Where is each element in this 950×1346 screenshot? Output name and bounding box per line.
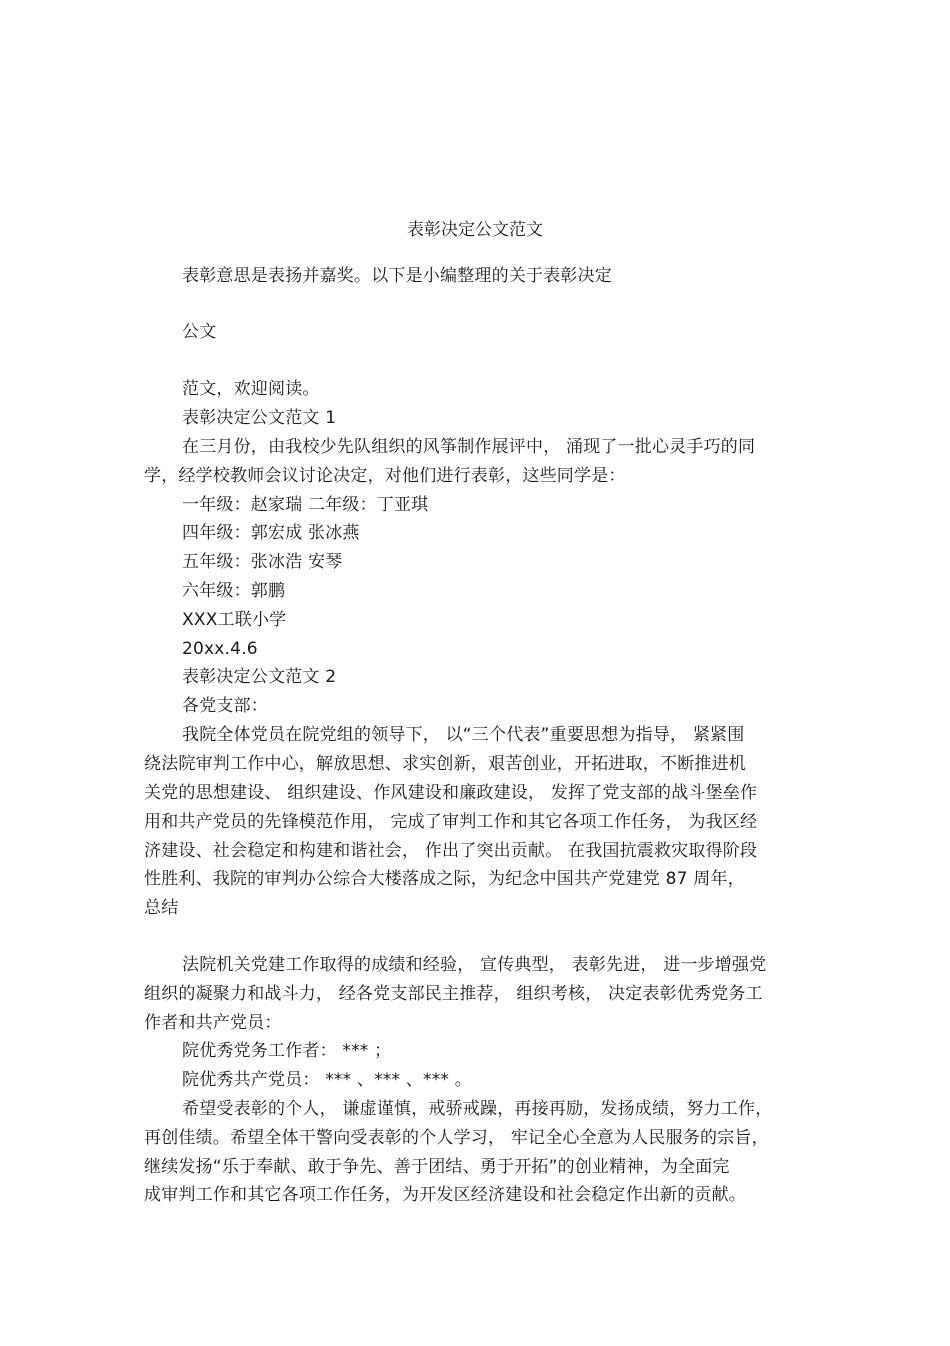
- para3-line-2: 再创佳绩。希望全体干警向受表彰的个人学习， 牢记全心全意为人民服务的宗旨，: [144, 1128, 769, 1148]
- section1-heading: 表彰决定公文范文 1: [182, 408, 337, 428]
- award-line-2: 院优秀共产党员： *** 、*** 、*** 。: [182, 1070, 472, 1090]
- grade-line-2: 四年级：郭宏成 张冰燕: [182, 523, 360, 543]
- para1-line-1: 我院全体党员在院党组的领导下， 以“三个代表”重要思想为指导， 紧紧围: [182, 725, 745, 745]
- section1-signature: XXX工联小学: [182, 610, 287, 630]
- grade-line-1: 一年级：赵家瑞 二年级：丁亚琪: [182, 495, 429, 515]
- section2-heading: 表彰决定公文范文 2: [182, 667, 337, 687]
- section2-salutation: 各党支部：: [182, 696, 268, 716]
- award-line-1: 院优秀党务工作者： *** ；: [182, 1041, 392, 1061]
- para1-line-6: 性胜利、我院的审判办公综合大楼落成之际，为纪念中国共产党建党 87 周年，: [144, 869, 745, 889]
- para3-line-4: 成审判工作和其它各项工作任务，为开发区经济建设和社会稳定作出新的贡献。: [144, 1185, 746, 1205]
- intro-line-1: 表彰意思是表扬并嘉奖。以下是小编整理的关于表彰决定: [182, 266, 612, 286]
- para1-line-4: 用和共产党员的先锋模范作用， 完成了审判工作和其它各项工作任务， 为我区经: [144, 812, 758, 832]
- section1-body-line-2: 学，经学校教师会议讨论决定，对他们进行表彰，这些同学是：: [144, 466, 626, 486]
- para3-line-3: 继续发扬“乐于奉献、敢于争先、善于团结、勇于开拓”的创业精神，为全面完: [144, 1157, 730, 1177]
- grade-line-4: 六年级：郭鹏: [182, 581, 286, 601]
- para1-line-7: 总结: [144, 898, 179, 918]
- intro-line-2: 公文: [182, 322, 217, 342]
- para1-line-2: 绕法院审判工作中心，解放思想、求实创新，艰苦创业，开拓进取，不断推进机: [144, 754, 746, 774]
- para1-line-5: 济建设、社会稳定和构建和谐社会， 作出了突出贡献。 在我国抗震救灾取得阶段: [144, 841, 758, 861]
- para2-line-1: 法院机关党建工作取得的成绩和经验， 宣传典型， 表彰先进， 进一步增强党: [182, 955, 767, 975]
- grade-line-3: 五年级：张冰浩 安琴: [182, 552, 343, 572]
- section1-date: 20xx.4.6: [182, 639, 258, 659]
- para2-line-3: 作者和共产党员：: [144, 1013, 282, 1033]
- section1-body-line-1: 在三月份，由我校少先队组织的风筝制作展评中， 涌现了一批心灵手巧的同: [182, 437, 756, 457]
- para2-line-2: 组织的凝聚力和战斗力， 经各党支部民主推荐， 组织考核， 决定表彰优秀党务工: [144, 984, 763, 1004]
- document-title: 表彰决定公文范文: [407, 220, 543, 240]
- para3-line-1: 希望受表彰的个人， 谦虚谨慎，戒骄戒躁，再接再励，发扬成绩，努力工作，: [182, 1099, 773, 1119]
- para1-line-3: 关党的思想建设、 组织建设、作风建设和廉政建设， 发挥了党支部的战斗堡垒作: [144, 783, 758, 803]
- intro-line-3: 范文，欢迎阅读。: [182, 379, 320, 399]
